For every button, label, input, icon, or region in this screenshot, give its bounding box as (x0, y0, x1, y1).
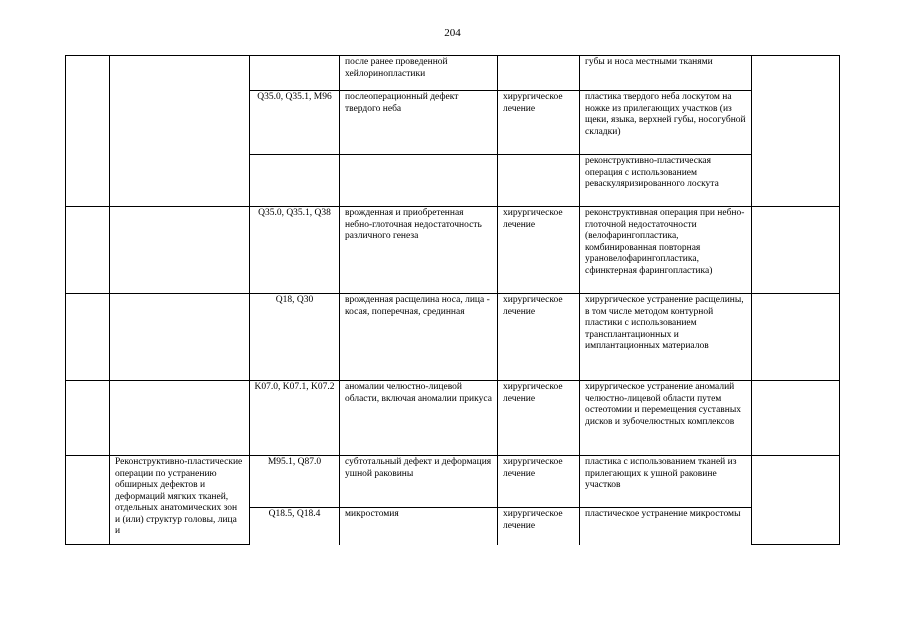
cell-procedure-name: Реконструктивно-пластические операции по устранению обширных дефектов и деформаций мягких тканей, отдельных анатомических зон и (или) структур головы, лица и (110, 456, 250, 545)
cell-procedure-name (110, 294, 250, 381)
cell-patient-model: врожденная и приобретенная небно-глоточная недостаточность различного генеза (340, 207, 498, 294)
cell-icd-code: Q35.0, Q35.1, Q38 (250, 207, 340, 294)
cell-treatment-method: хирургическое устранение расщелины, в том числе методом контурной пластики с использованием трансплантационных и имплантационных материалов (580, 294, 752, 381)
cell-procedure-name (110, 91, 250, 155)
table-row (66, 91, 840, 155)
cell-number (66, 91, 110, 155)
cell-procedure-name (110, 155, 250, 207)
cell-icd-code (250, 155, 340, 207)
cell-procedure-name (110, 56, 250, 91)
cell-treatment-method: реконструктивно-пластическая операция с использованием реваскуляризированного лоскута (580, 155, 752, 207)
cell-icd-code: Q18.5, Q18.4 (250, 508, 340, 545)
cell-patient-model: врожденная расщелина носа, лица - косая, поперечная, срединная (340, 294, 498, 381)
cell-number (66, 56, 110, 91)
cell-patient-model (340, 155, 498, 207)
cell-treatment-method: реконструктивная операция при небно-глоточной недостаточности (велофарингопластика, комбинированная повторная урановелофарингопластика, сфинктерная фарингопластика) (580, 207, 752, 294)
cell-icd-code: M95.1, Q87.0 (250, 456, 340, 508)
cell-icd-code (250, 56, 340, 91)
cell-treatment-type: хирургическое лечение (498, 91, 580, 155)
cell-treatment-type: хирургическое лечение (498, 207, 580, 294)
page-number: 204 (444, 27, 461, 39)
cell-treatment-method: пластика твердого неба лоскутом на ножке из прилегающих участков (из щеки, языка, верхней губы, носогубной складки) (580, 91, 752, 155)
cell-number (66, 294, 110, 381)
table-row (66, 456, 840, 508)
cell-treatment-method: хирургическое устранение аномалий челюстно-лицевой области путем остеотомии и перемещения суставных дисков и зубочелюстных комплексов (580, 381, 752, 456)
cell-treatment-type: хирургическое лечение (498, 294, 580, 381)
cell-icd-code: Q18, Q30 (250, 294, 340, 381)
table-row (66, 56, 840, 91)
table-row (66, 294, 840, 381)
cell-procedure-name (110, 207, 250, 294)
cell-number (66, 207, 110, 294)
table-row (66, 207, 840, 294)
cell-patient-model: аномалии челюстно-лицевой области, включая аномалии прикуса (340, 381, 498, 456)
cell-extra (752, 207, 840, 294)
cell-extra (752, 56, 840, 91)
cell-extra (752, 381, 840, 456)
cell-treatment-type: хирургическое лечение (498, 381, 580, 456)
cell-treatment-method: пластика с использованием тканей из прилегающих к ушной раковине участков (580, 456, 752, 508)
table-row (66, 155, 840, 207)
cell-extra (752, 456, 840, 545)
cell-treatment-type (498, 155, 580, 207)
cell-treatment-type: хирургическое лечение (498, 456, 580, 508)
cell-number (66, 381, 110, 456)
cell-number (66, 456, 110, 545)
cell-patient-model: субтотальный дефект и деформация ушной раковины (340, 456, 498, 508)
cell-extra (752, 294, 840, 381)
cell-number (66, 155, 110, 207)
cell-icd-code: Q35.0, Q35.1, M96 (250, 91, 340, 155)
cell-treatment-method: пластическое устранение микростомы (580, 508, 752, 545)
cell-icd-code: K07.0, K07.1, K07.2 (250, 381, 340, 456)
cell-treatment-type: хирургическое лечение (498, 508, 580, 545)
cell-procedure-name (110, 381, 250, 456)
cell-patient-model: послеоперационный дефект твердого неба (340, 91, 498, 155)
table-row (66, 381, 840, 456)
cell-extra (752, 155, 840, 207)
cell-treatment-method: губы и носа местными тканями (580, 56, 752, 91)
cell-patient-model: микростомия (340, 508, 498, 545)
procedures-table (65, 55, 840, 545)
cell-extra (752, 91, 840, 155)
cell-patient-model: после ранее проведенной хейлоринопластики (340, 56, 498, 91)
cell-treatment-type (498, 56, 580, 91)
